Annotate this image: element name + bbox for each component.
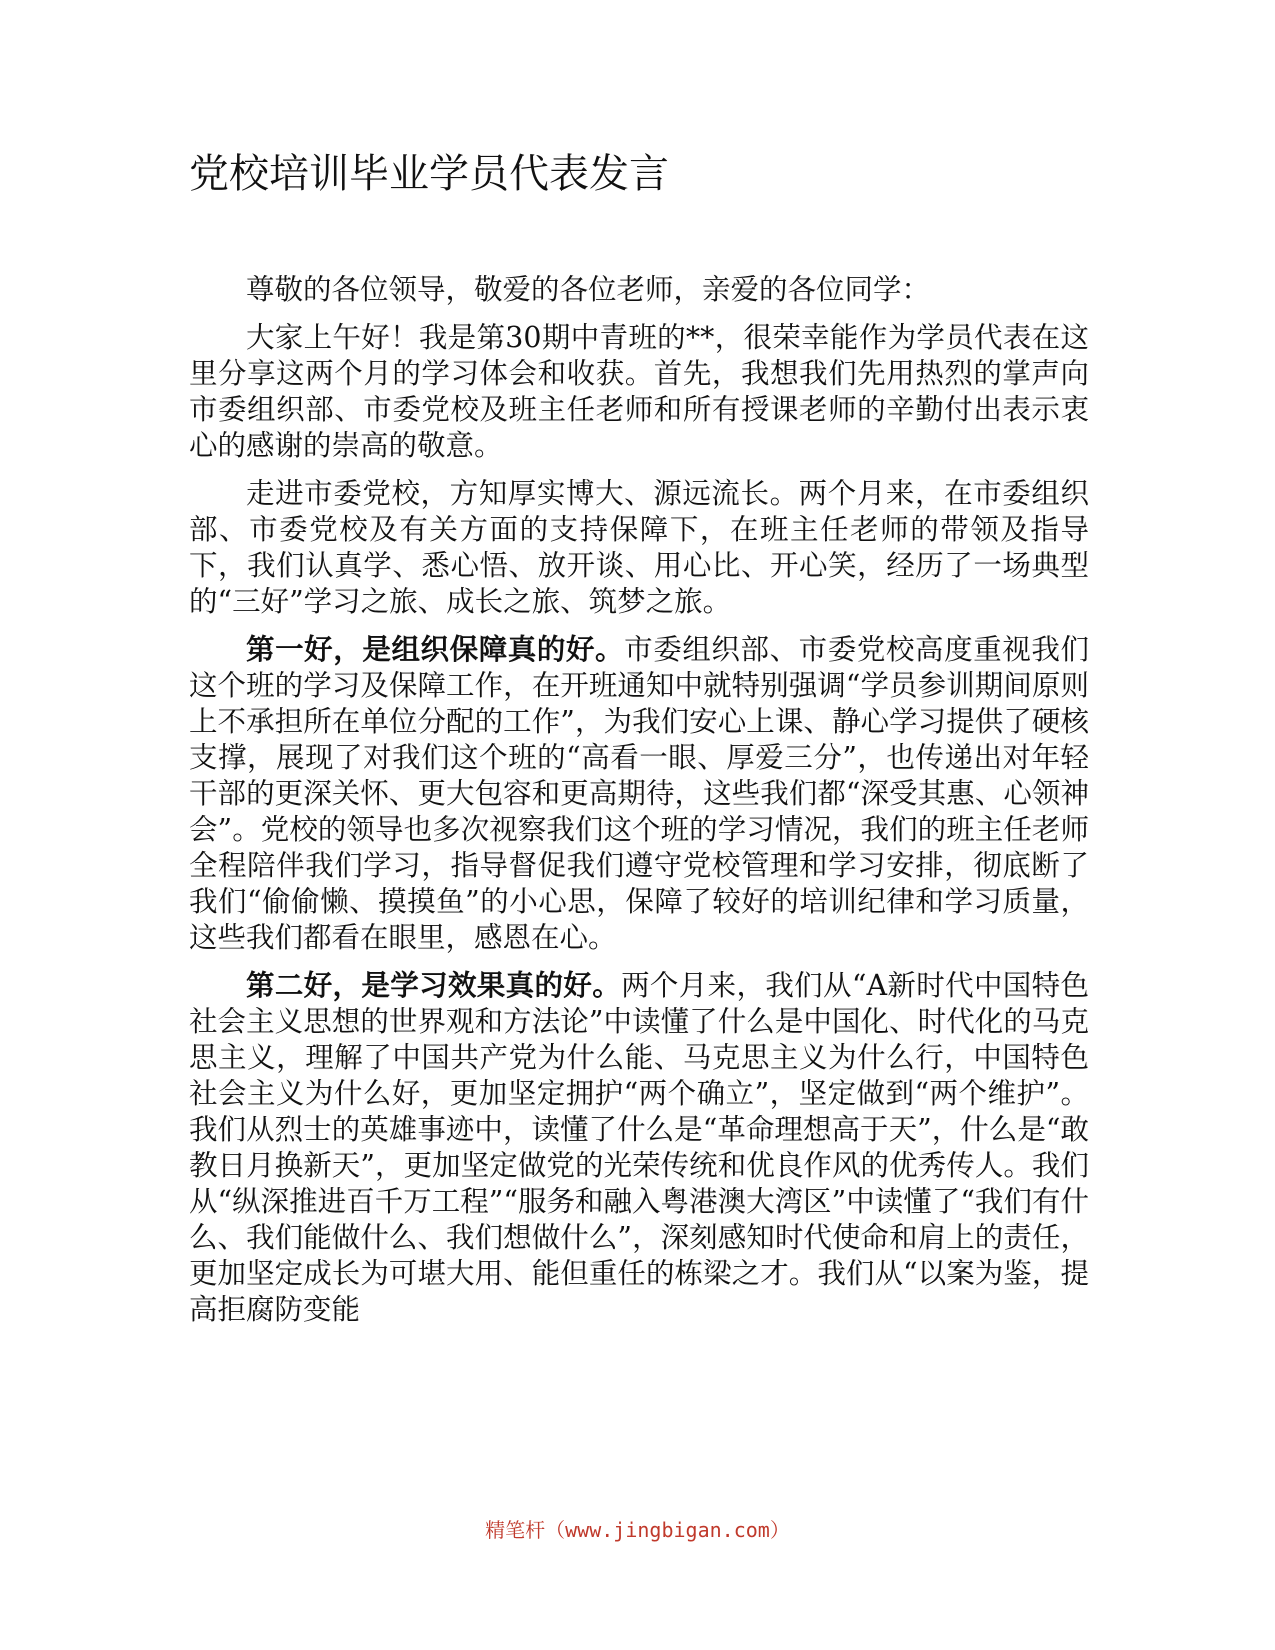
paragraph-3-text: 市委组织部、市委党校高度重视我们这个班的学习及保障工作，在开班通知中就特别强调“学员参训期间原则上不承担所在单位分配的工作”，为我们安心上课、静心学习提供了硬核支撑，展现了对我们这个班的“高看一眼、厚爱三分”，也传递出对年轻干部的更深关怀、更大包容和更高期待，这些我们都“深受其惠、心领神会”。党校的领导也多次视察我们这个班的学习情况，我们的班主任老师全程陪伴我们学习，指导督促我们遵守党校管理和学习安排，彻底断了我们“偷偷懒、摸摸鱼”的小心思，保障了较好的培训纪律和学习质量，这些我们都看在眼里，感恩在心。 <box>189 633 1089 954</box>
salutation: 尊敬的各位领导，敬爱的各位老师，亲爱的各位同学： <box>246 273 931 306</box>
paragraph-2 <box>189 475 1089 620</box>
paragraph-1-text: 大家上午好！我是第30期中青班的**，很荣幸能作为学员代表在这里分享这两个月的学习体会和收获。首先，我想我们先用热烈的掌声向市委组织部、市委党校及班主任老师和所有授课老师的辛勤付出表示衷心的感谢的崇高的敬意。 <box>189 321 1089 462</box>
paragraph-3 <box>189 631 1089 956</box>
footer-watermark: 精笔杆（www.jingbigan.com） <box>485 1518 790 1542</box>
paragraph-4-text: 两个月来，我们从“A新时代中国特色社会主义思想的世界观和方法论”中读懂了什么是中国化、时代化的马克思主义，理解了中国共产党为什么能、马克思主义为什么行，中国特色社会主义为什么好，更加坚定拥护“两个确立”，坚定做到“两个维护”。我们从烈士的英雄事迹中，读懂了什么是“革命理想高于天”，什么是“敢教日月换新天”，更加坚定做党的光荣传统和优良作风的优秀传人。我们从“纵深推进百千万工程”“服务和融入粤港澳大湾区”中读懂了“我们有什么、我们能做什么、我们想做什么”，深刻感知时代使命和肩上的责任，更加坚定成长为可堪大用、能但重任的栋梁之才。我们从“以案为鉴，提高拒腐防变能 <box>189 969 1089 1326</box>
paragraph-4 <box>189 967 1089 1328</box>
document-title: 党校培训毕业学员代表发言 <box>189 151 669 197</box>
paragraph-4-lead: 第二好，是学习效果真的好。 <box>246 968 622 1002</box>
paragraph-3-lead: 第一好，是组织保障真的好。 <box>246 632 625 666</box>
paragraph-1 <box>189 319 1089 464</box>
paragraph-2-text: 走进市委党校，方知厚实博大、源远流长。两个月来，在市委组织部、市委党校及有关方面的支持保障下，在班主任老师的带领及指导下，我们认真学、悉心悟、放开谈、用心比、开心笑，经历了一场典型的“三好”学习之旅、成长之旅、筑梦之旅。 <box>189 477 1089 618</box>
document-body <box>189 272 1089 1339</box>
